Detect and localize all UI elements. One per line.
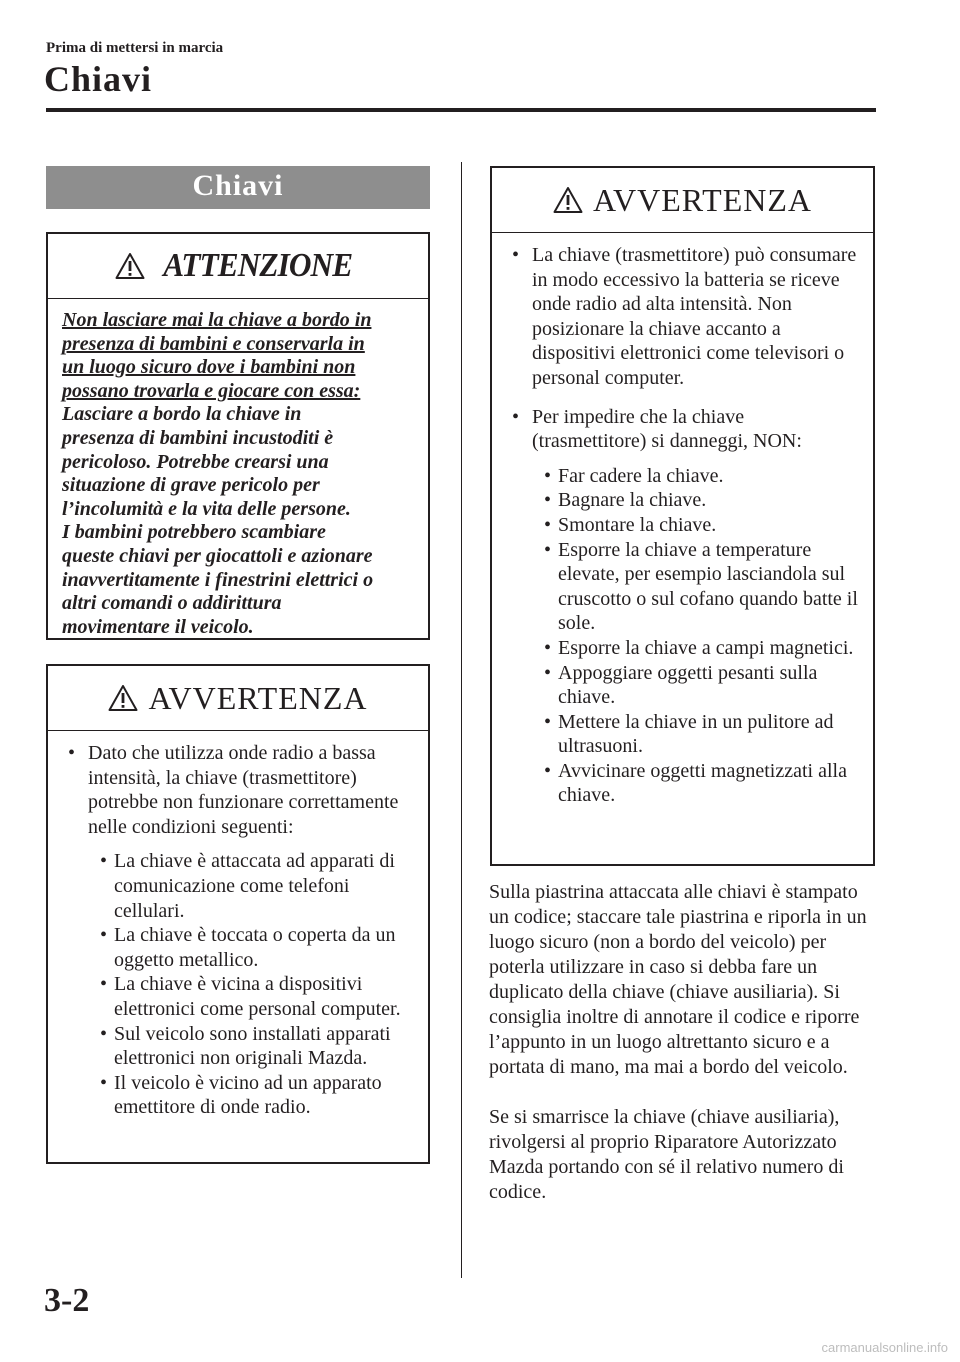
sub-list [62, 849, 414, 1120]
sub-text: Mettere la chiave in un pulitore ad ultrasuoni. [558, 710, 834, 758]
sub-marker: • [544, 759, 552, 782]
page-title: Chiavi [44, 59, 153, 99]
sub-text: Bagnare la chiave. [558, 489, 707, 512]
attenzione-underlined-line: presenza di bambini e conservarla in [62, 332, 365, 355]
bullet-text: Per impedire che la chiave (trasmettitore) si danneggi, NON: [532, 405, 802, 453]
bullet-item [62, 741, 414, 839]
sub-item [532, 710, 859, 759]
attenzione-header [48, 234, 428, 299]
attenzione-line: queste chiavi per giocattoli e azionare [62, 544, 373, 567]
sub-item [532, 759, 859, 808]
attenzione-line: l’incolumità e la vita delle persone. [62, 497, 351, 520]
sub-marker: • [100, 1022, 108, 1045]
bullet-marker: • [512, 405, 520, 428]
attenzione-heading: ATTENZIONE [163, 247, 353, 284]
sub-item [88, 849, 414, 923]
sub-item [88, 1071, 414, 1120]
attenzione-line: pericoloso. Potrebbe crearsi una [62, 450, 329, 473]
sub-item [88, 923, 414, 972]
watermark: carmanualsonline.info [821, 1340, 948, 1355]
sub-text: Far cadere la chiave. [558, 464, 724, 487]
sub-item [532, 636, 859, 661]
attenzione-underlined-line: possano trovarla e giocare con essa: [62, 379, 361, 402]
sub-text: Smontare la chiave. [558, 513, 717, 536]
avvertenza-box-right [490, 166, 875, 866]
avvertenza-header [492, 168, 873, 233]
header-rule [46, 108, 876, 112]
warning-triangle-icon [108, 684, 138, 712]
body-paragraph: Sulla piastrina attaccata alle chiavi è stampato un codice; staccare tale piastrina e riporla in un luogo sicuro (non a bordo del veicolo) per poterla utilizzare in caso si debba fare un duplicato della chiave (chiave ausiliaria). Si consiglia inoltre di annotare il codice e riporre l’appunto in un luogo altrettanto sicuro e a portata di mano, ma mai a bordo del veicolo. [489, 881, 867, 1078]
sub-list [506, 464, 859, 808]
sub-marker: • [100, 1071, 108, 1094]
sub-text: Esporre la chiave a temperature elevate, per esempio lasciandola sul cruscotto o sul cofano quando batte il sole. [558, 538, 858, 635]
sub-marker: • [100, 850, 108, 873]
sub-text: La chiave è vicina a dispositivi elettronici come personal computer. [114, 973, 401, 1020]
sub-text: La chiave è toccata o coperta da un oggetto metallico. [114, 924, 396, 971]
avvertenza-text [492, 233, 873, 808]
sub-text: Esporre la chiave a campi magnetici. [558, 636, 854, 659]
bullet-item [506, 405, 859, 454]
sub-text: La chiave è attaccata ad apparati di comunicazione come telefoni cellulari. [114, 850, 395, 922]
sub-text: Il veicolo è vicino ad un apparato emettitore di onde radio. [114, 1071, 382, 1119]
attenzione-line: situazione di grave pericolo per [62, 474, 320, 497]
bullet-item [506, 243, 859, 391]
attenzione-box [46, 232, 430, 640]
body-paragraph: Se si smarrisce la chiave (chiave ausiliaria), rivolgersi al proprio Riparatore Autorizzato Mazda portando con sé il relativo numero di codice. [489, 1106, 844, 1203]
body-text [489, 880, 875, 1205]
attenzione-line: inavvertitamente i finestrini elettrici o [62, 568, 374, 591]
attenzione-line: Lasciare a bordo la chiave in [62, 403, 302, 426]
sub-item [532, 513, 859, 538]
sub-text: Sul veicolo sono installati apparati elettronici non originali Mazda. [114, 1022, 391, 1070]
sub-marker: • [544, 710, 552, 733]
avvertenza-box-left [46, 664, 430, 1164]
sub-marker: • [544, 661, 552, 684]
bullet-text: La chiave (trasmettitore) può consumare in modo eccessivo la batteria se riceve onde radio ad alta intensità. Non posizionare la chiave accanto a dispositivi elettronici come televisori o personal computer. [532, 244, 857, 389]
sub-item [532, 464, 859, 489]
attenzione-line: altri comandi o addirittura [62, 592, 282, 615]
bullet-text: Dato che utilizza onde radio a bassa intensità, la chiave (trasmettitore) potrebbe non funzionare correttamente nelle condizioni seguenti: [88, 742, 399, 838]
avvertenza-header [48, 666, 428, 731]
sub-item [532, 538, 859, 636]
sub-marker: • [544, 538, 552, 561]
attenzione-underlined-line: Non lasciare mai la chiave a bordo in [62, 309, 372, 331]
section-banner: Chiavi [46, 166, 430, 209]
attenzione-underlined-line: un luogo sicuro dove i bambini non [62, 356, 356, 379]
sub-marker: • [544, 513, 552, 536]
sub-item [532, 661, 859, 710]
attenzione-line: movimentare il veicolo. [62, 615, 254, 638]
sub-marker: • [544, 636, 552, 659]
sub-item [88, 972, 414, 1021]
sub-marker: • [100, 924, 108, 947]
sub-marker: • [544, 464, 552, 487]
warning-triangle-icon [553, 186, 583, 214]
warning-triangle-icon [115, 252, 145, 280]
breadcrumb: Prima di mettersi in marcia [46, 40, 224, 56]
attenzione-text [48, 299, 428, 639]
bullet-marker: • [68, 742, 76, 764]
attenzione-line: presenza di bambini incustoditi è [62, 426, 334, 449]
sub-item [532, 488, 859, 513]
bullet-marker: • [512, 244, 520, 266]
page-number: 3-2 [44, 1282, 90, 1319]
sub-item [88, 1022, 414, 1071]
sub-marker: • [100, 973, 108, 996]
sub-marker: • [544, 489, 552, 512]
attenzione-line: I bambini potrebbero scambiare [62, 521, 326, 544]
avvertenza-text [48, 731, 428, 1120]
avvertenza-heading: AVVERTENZA [148, 679, 368, 716]
avvertenza-heading: AVVERTENZA [592, 181, 813, 218]
sub-text: Appoggiare oggetti pesanti sulla chiave. [558, 661, 818, 709]
sub-text: Avvicinare oggetti magnetizzati alla chiave. [558, 759, 847, 807]
column-divider [461, 162, 462, 1278]
